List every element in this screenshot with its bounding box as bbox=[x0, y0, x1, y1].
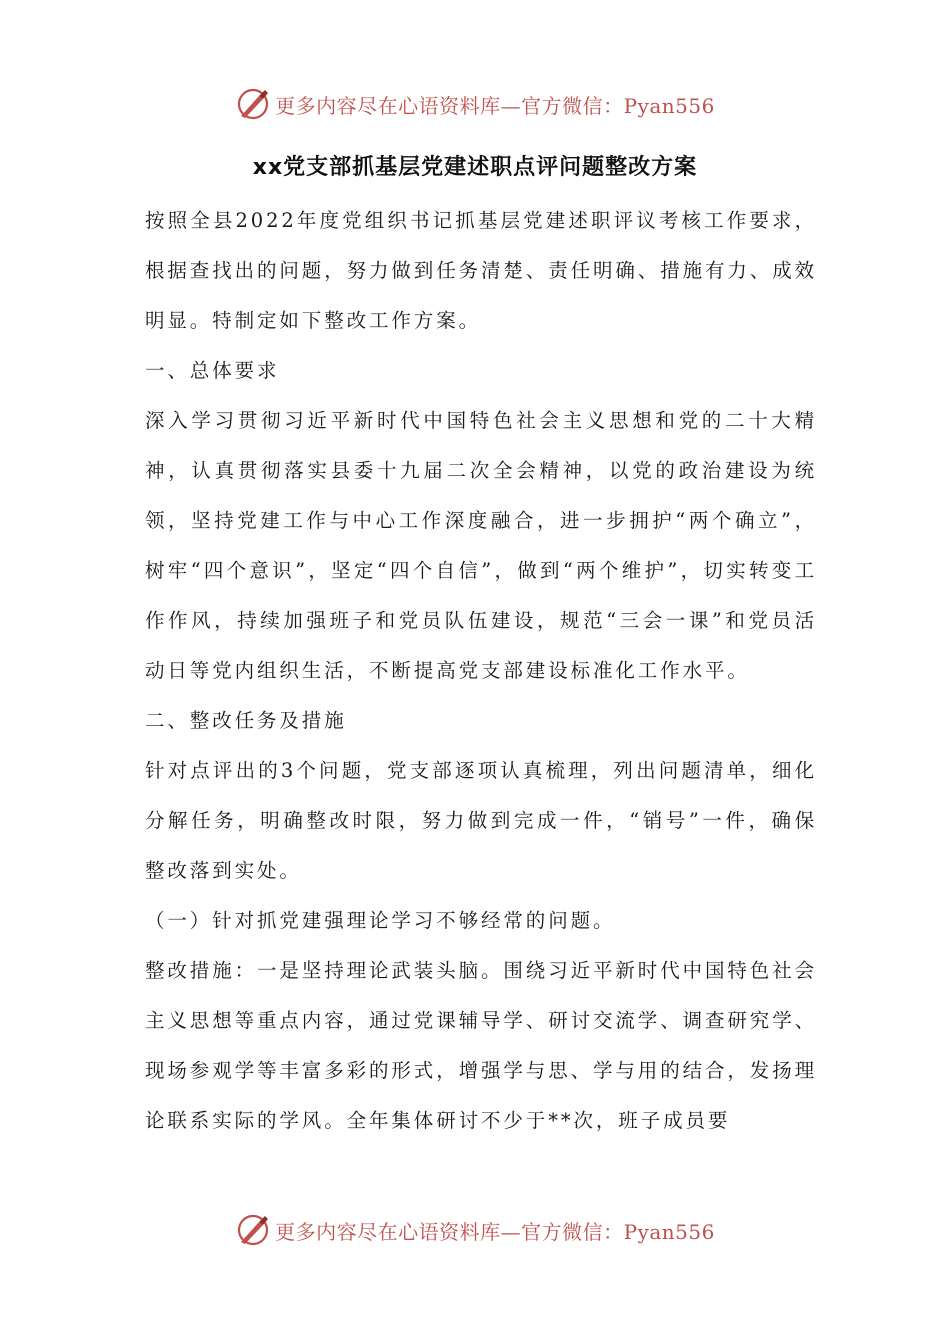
paragraph-intro: 按照全县2022年度党组织书记抓基层党建述职评议考核工作要求，根据查找出的问题，努力做到任务清楚、责任明确、措施有力、成效明显。特制定如下整改工作方案。 bbox=[145, 209, 818, 332]
heading-rectification-tasks: 二、整改任务及措施 bbox=[145, 709, 347, 732]
watermark-text: 更多内容尽在心语资料库—官方微信：Pyan556 bbox=[275, 93, 715, 118]
paragraph-general-requirements: 深入学习贯彻习近平新时代中国特色社会主义思想和党的二十大精神，认真贯彻落实县委十九届二次全会精神，以党的政治建设为统领，坚持党建工作与中心工作深度融合，进一步拥护“两个确立”，树牢“四个意识”，坚定“四个自信”，做到“两个维护”，切实转变工作作风，持续加强班子和党员队伍建设，规范“三会一课”和党员活动日等党内组织生活，不断提高党支部建设标准化工作水平。 bbox=[145, 409, 817, 682]
watermark-banner-top bbox=[0, 84, 950, 124]
watermark-banner-bottom bbox=[0, 1210, 950, 1250]
pen-circle-logo-icon bbox=[235, 86, 271, 122]
pen-circle-logo-icon bbox=[235, 1212, 271, 1248]
paragraph-measures: 整改措施：一是坚持理论武装头脑。围绕习近平新时代中国特色社会主义思想等重点内容，通过党课辅导学、研讨交流学、调查研究学、现场参观学等丰富多彩的形式，增强学与思、学与用的结合，发扬理论联系实际的学风。全年集体研讨不少于**次，班子成员要 bbox=[145, 959, 818, 1132]
document-body bbox=[145, 196, 817, 1146]
document-title: xx党支部抓基层党建述职点评问题整改方案 bbox=[252, 155, 698, 180]
subheading-issue-one: （一）针对抓党建强理论学习不够经常的问题。 bbox=[145, 909, 616, 932]
heading-general-requirements: 一、总体要求 bbox=[145, 359, 280, 382]
paragraph-rectification-tasks: 针对点评出的3个问题，党支部逐项认真梳理，列出问题清单，细化分解任务，明确整改时限，努力做到完成一件，“销号”一件，确保整改落到实处。 bbox=[145, 759, 817, 882]
watermark-text: 更多内容尽在心语资料库—官方微信：Pyan556 bbox=[275, 1219, 715, 1244]
